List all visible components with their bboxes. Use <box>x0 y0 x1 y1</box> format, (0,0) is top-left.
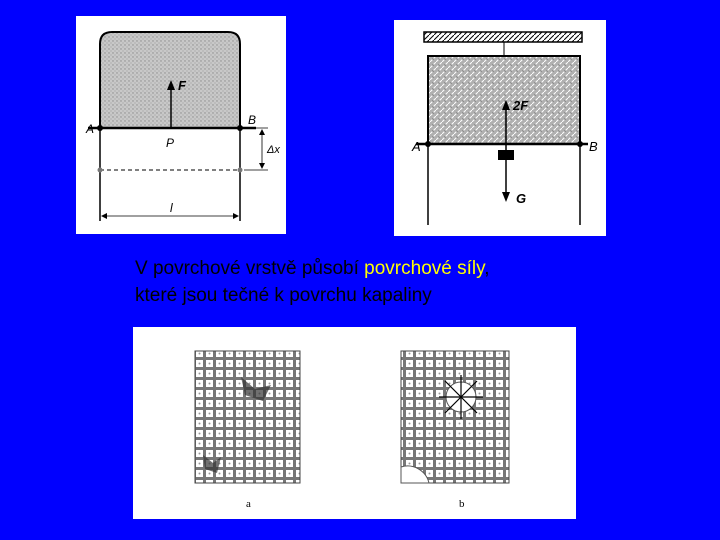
label-b: b <box>459 498 465 510</box>
film-area <box>428 56 580 144</box>
label-F: F <box>178 78 186 93</box>
caption-highlight: povrchové síly <box>364 258 485 279</box>
label-B: B <box>248 113 257 127</box>
label-G: G <box>516 191 527 206</box>
label-A: A <box>412 139 421 154</box>
caption-line-1 <box>135 255 655 282</box>
caption-line1-end: , <box>484 258 490 279</box>
label-B: B <box>589 139 598 154</box>
caption-line-2: které jsou tečné k povrchu kapaliny <box>135 285 432 306</box>
ceiling <box>424 32 582 42</box>
figure-film-weight <box>394 20 606 236</box>
figure-film-frame <box>76 16 286 234</box>
caption-text <box>135 255 655 309</box>
film-area <box>100 32 240 128</box>
label-a: a <box>246 498 251 510</box>
label-2F: 2F <box>513 98 529 113</box>
label-dx: Δx <box>267 144 280 156</box>
label-P: P <box>166 136 175 150</box>
caption-line1-start: V povrchové vrstvě působí <box>135 258 365 279</box>
label-l: l <box>170 201 173 215</box>
figure-molecular-forces <box>133 327 576 519</box>
panel-b <box>401 351 509 483</box>
label-A: A <box>86 122 95 136</box>
